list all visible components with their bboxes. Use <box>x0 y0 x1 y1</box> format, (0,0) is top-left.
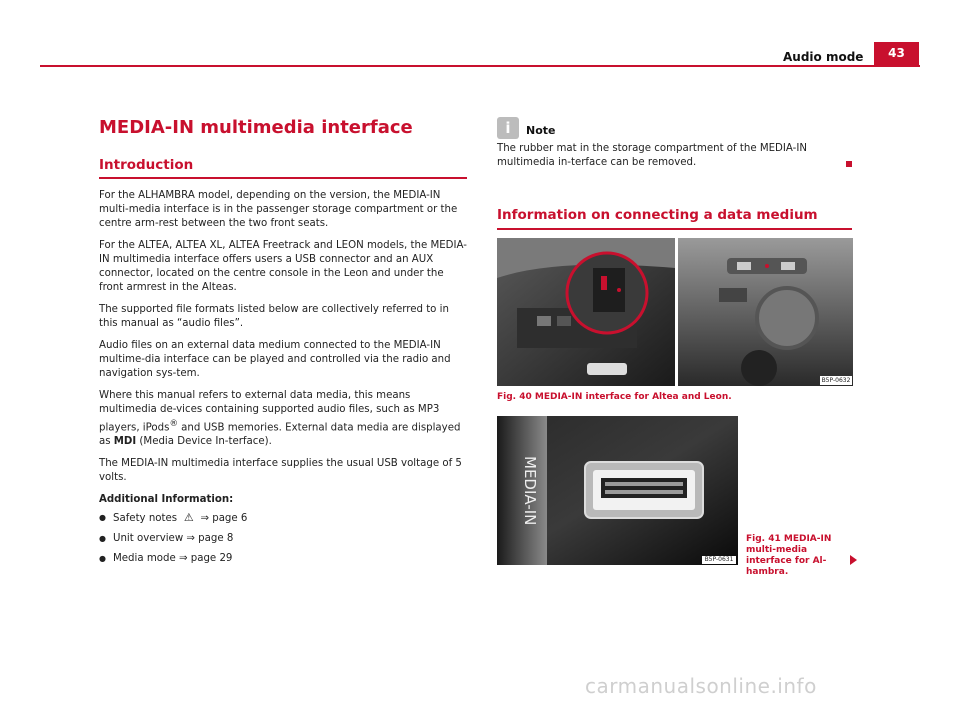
figure-40-photo <box>497 238 853 386</box>
note-title: Note <box>526 124 556 137</box>
watermark: carmanualsonline.info <box>585 674 817 698</box>
paragraph: Audio files on an external data medium connected to the MEDIA-IN multime-dia interface can be played and controlled via the radio and navigation sys-tem. <box>99 340 451 379</box>
page-link-media-mode[interactable]: ⇒ page 29 <box>178 553 233 565</box>
paragraph: For the ALTEA, ALTEA XL, ALTEA Freetrack and LEON models, the MEDIA-IN multimedia interface offers users a USB connector and an AUX connector, located on the centre console in the Leon and under the front armrest in the Alteas. <box>99 240 467 293</box>
additional-info-heading: Additional Information: <box>99 494 234 506</box>
end-of-section-marker <box>846 161 852 167</box>
continue-arrow-icon <box>850 555 857 565</box>
warning-triangle-icon: ⚠ <box>180 511 198 525</box>
note-text: The rubber mat in the storage compartment of the MEDIA-IN multimedia in-terface can be removed. <box>497 143 807 168</box>
section-heading-introduction: Introduction <box>99 157 194 173</box>
running-section-title: Audio mode <box>783 50 864 64</box>
list-item: ● Safety notes ⚠ ⇒ page 6 <box>99 511 469 526</box>
mdi-term: MDI <box>113 436 137 448</box>
page-link-safety-notes[interactable]: ⇒ page 6 <box>200 513 248 525</box>
info-icon: i <box>497 117 519 139</box>
figure-41-caption: Fig. 41 MEDIA-IN multi-media interface for Al-hambra. <box>746 534 832 577</box>
media-in-label: MEDIA-IN <box>521 456 539 526</box>
console-illustration <box>497 238 853 386</box>
page-link-unit-overview[interactable]: ⇒ page 8 <box>186 533 234 545</box>
header-rule <box>40 65 920 67</box>
section-rule <box>497 228 852 230</box>
figure-40-caption: Fig. 40 MEDIA-IN interface for Altea and Leon. <box>497 392 732 402</box>
paragraph: The supported file formats listed below are collectively referred to in this manual as “audio files”. <box>99 304 449 329</box>
page-number: 43 <box>874 42 919 65</box>
section-heading-connecting-data-medium: Information on connecting a data medium <box>497 207 818 223</box>
list-item: ● Unit overview ⇒ page 8 <box>99 532 469 546</box>
paragraph: The MEDIA-IN multimedia interface supplies the usual USB voltage of 5 volts. <box>99 458 462 484</box>
paragraph-mdi: Where this manual refers to external data media, this means multimedia de-vices containing supported audio files, such as MP3 players, iPods® and USB memories. External data media are displayed as MDI (Media Device In-terface). <box>99 390 461 448</box>
figure-41-photo <box>497 416 738 565</box>
reference-list <box>99 511 469 566</box>
left-column-body <box>99 189 469 572</box>
paragraph: For the ALHAMBRA model, depending on the version, the MEDIA-IN multi-media interface is in the passenger storage compartment or the centre arm-rest between the two front seats. <box>99 190 458 229</box>
page-title: MEDIA-IN multimedia interface <box>99 117 413 138</box>
list-item: ● Media mode ⇒ page 29 <box>99 552 469 566</box>
figure-code: B5P-0632 <box>821 377 851 384</box>
section-rule <box>99 177 467 179</box>
figure-code: B5P-0631 <box>704 556 734 563</box>
